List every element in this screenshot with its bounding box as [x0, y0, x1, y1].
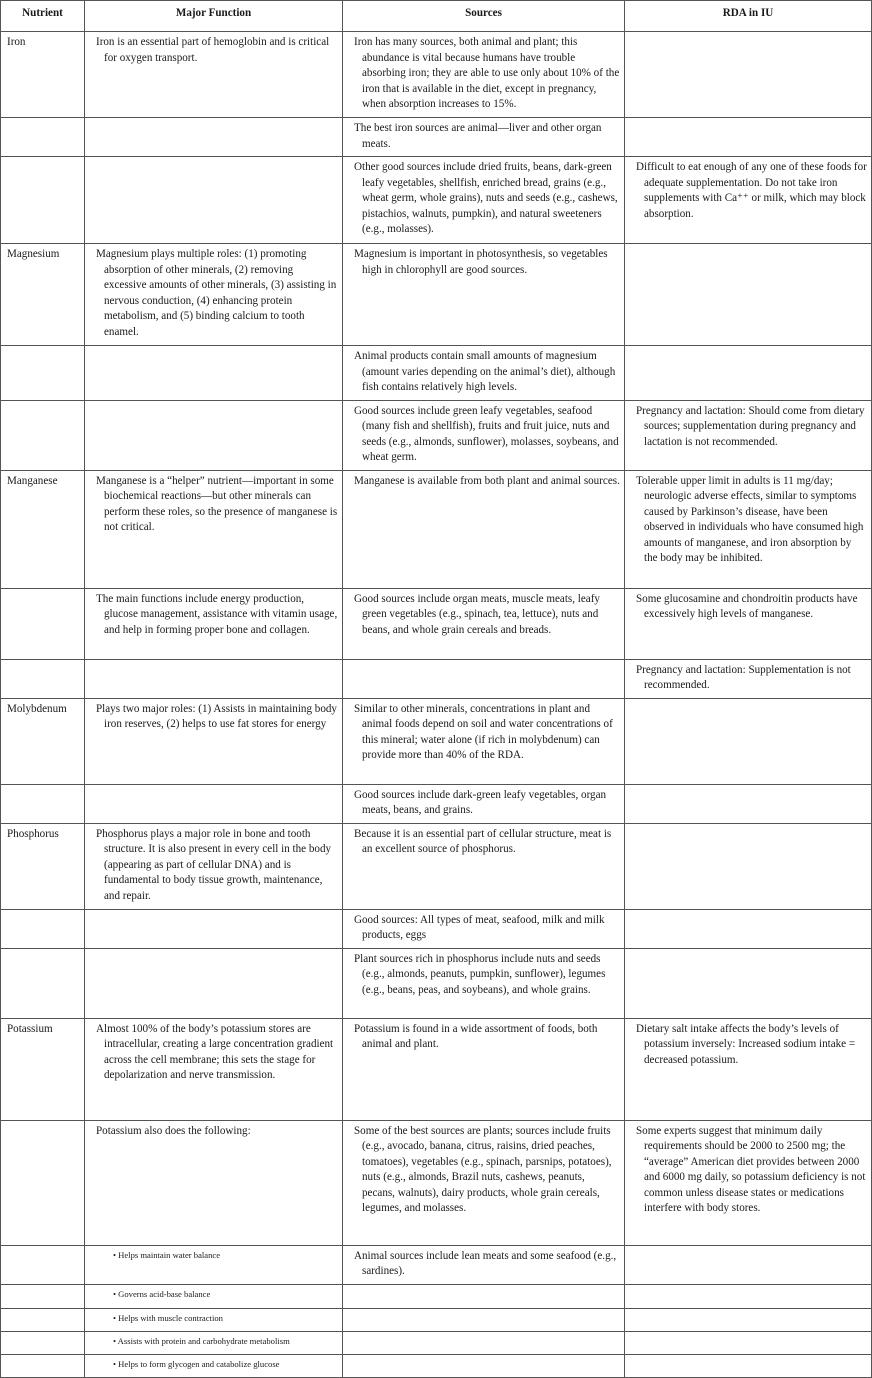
- major-function-cell: [85, 1331, 343, 1354]
- sources-cell-text: Other good sources include dried fruits, beans, dark-green leafy vegetables, shellfish, enriched bread, grains (e.g., wheat germ, whole grains), nuts and seeds (e.g., cashews, pistachios, walnuts, pumpkin), and natural sweeteners (e.g., molasses).: [354, 161, 618, 235]
- table-row: [1, 32, 872, 118]
- nutrient-cell: [1, 1354, 85, 1377]
- sources-cell: [343, 1354, 625, 1377]
- nutrient-cell: [1, 588, 85, 659]
- nutrient-cell-text: Phosphorus: [7, 827, 59, 840]
- nutrient-cell: [1, 400, 85, 470]
- major-function-cell-text: Plays two major roles: (1) Assists in maintaining body iron reserves, (2) helps to use fat stores for energy: [96, 702, 337, 730]
- major-function-cell-text: • Governs acid-base balance: [113, 1288, 211, 1299]
- nutrient-cell: [1, 948, 85, 1018]
- major-function-cell-text: • Assists with protein and carbohydrate metabolism: [113, 1335, 290, 1346]
- nutrient-cell: [1, 784, 85, 823]
- major-function-cell-text: Phosphorus plays a major role in bone and tooth structure. It is also present in every cell in the body (appearing as part of cellular DNA) and is fundamental to body tissue growth, maintenance, and repair.: [96, 827, 332, 902]
- nutrient-cell-text: Manganese: [7, 474, 58, 487]
- nutrient-cell: [1, 909, 85, 948]
- sources-cell-text: Similar to other minerals, concentrations in plant and animal foods depend on soil and water concentrations of this mineral; water alone (if rich in molybdenum) can provide more than 40% of the RDA.: [354, 702, 613, 761]
- nutrient-cell: [1, 823, 85, 909]
- table-row: [1, 1354, 872, 1377]
- rda-cell: [625, 470, 872, 588]
- rda-cell-text: Some glucosamine and chondroitin products have excessively high levels of manganese.: [636, 592, 858, 620]
- header-rda: RDA in IU: [625, 1, 872, 32]
- major-function-cell: [85, 1354, 343, 1377]
- table-row: [1, 157, 872, 244]
- rda-cell: [625, 400, 872, 470]
- major-function-cell-text: Almost 100% of the body’s potassium stores are intracellular, creating a large concentration gradient across the cell membrane; this sets the stage for depolarization and nerve transmission.: [96, 1022, 334, 1081]
- sources-cell: [343, 784, 625, 823]
- major-function-cell: [85, 346, 343, 401]
- sources-cell-text: Some of the best sources are plants; sources include fruits (e.g., avocado, banana, citrus, raisins, dried peaches, tomatoes), vegetables (e.g., spinach, parsnips, potatoes), nuts (e.g., almonds, Brazil nuts, cashews, peanuts, pecans, walnuts), dairy products, whole grain cereals, legumes, and molasses.: [354, 1124, 612, 1214]
- rda-cell: [625, 659, 872, 698]
- sources-cell: [343, 400, 625, 470]
- table-row: [1, 118, 872, 157]
- nutrient-cell: [1, 346, 85, 401]
- table-row: [1, 659, 872, 698]
- sources-cell: [343, 244, 625, 346]
- major-function-cell: [85, 400, 343, 470]
- nutrient-cell: [1, 698, 85, 784]
- table-row: [1, 823, 872, 909]
- sources-cell: [343, 588, 625, 659]
- table-row: [1, 948, 872, 1018]
- rda-cell: [625, 32, 872, 118]
- rda-cell: [625, 1331, 872, 1354]
- major-function-cell: [85, 784, 343, 823]
- sources-cell-text: Magnesium is important in photosynthesis, so vegetables high in chlorophyll are good sources.: [354, 248, 608, 276]
- header-nutrient: Nutrient: [1, 1, 85, 32]
- table-row: [1, 698, 872, 784]
- major-function-cell: [85, 823, 343, 909]
- sources-cell-text: Potassium is found in a wide assortment of foods, both animal and plant.: [354, 1022, 598, 1050]
- major-function-cell: [85, 948, 343, 1018]
- sources-cell-text: Good sources include dark-green leafy vegetables, organ meats, beans, and grains.: [354, 788, 607, 816]
- nutrient-cell-text: Iron: [7, 36, 26, 48]
- table-row: [1, 1245, 872, 1284]
- rda-cell: [625, 346, 872, 401]
- major-function-cell-text: Magnesium plays multiple roles: (1) promoting absorption of other minerals, (2) removing excessive amounts of other minerals, (3) assisting in nervous conduction, (4) enhancing protein metabolism, and (5) binding calcium to tooth enamel.: [96, 248, 337, 338]
- major-function-cell-text: Potassium also does the following:: [96, 1124, 251, 1137]
- nutrient-cell: [1, 118, 85, 157]
- sources-cell: [343, 1331, 625, 1354]
- major-function-cell: [85, 32, 343, 118]
- table-row: [1, 1308, 872, 1331]
- header-major-function: Major Function: [85, 1, 343, 32]
- rda-cell: [625, 784, 872, 823]
- table-body: [1, 32, 872, 1378]
- sources-cell: [343, 823, 625, 909]
- major-function-cell: [85, 1120, 343, 1245]
- major-function-cell-text: • Helps with muscle contraction: [113, 1312, 223, 1323]
- rda-cell: [625, 244, 872, 346]
- sources-cell-text: Plant sources rich in phosphorus include nuts and seeds (e.g., almonds, peanuts, pumpkin, sunflower), legumes (e.g., beans, peas, and soybeans), and whole grains.: [354, 952, 606, 996]
- rda-cell-text: Some experts suggest that minimum daily requirements should be 2000 to 2500 mg; the “average” American diet provides between 2000 and 6000 mg daily, so potassium deficiency is not common unless disease states or medications interfere with body stores.: [636, 1124, 866, 1214]
- major-function-cell: [85, 909, 343, 948]
- nutrient-cell: [1, 32, 85, 118]
- table-row: [1, 909, 872, 948]
- nutrient-cell: [1, 157, 85, 244]
- table-row: [1, 1331, 872, 1354]
- sources-cell: [343, 948, 625, 1018]
- sources-cell-text: Good sources include organ meats, muscle meats, leafy green vegetables (e.g., spinach, tea, lettuce), nuts and beans, and whole grain cereals and breads.: [354, 592, 600, 636]
- rda-cell: [625, 1308, 872, 1331]
- nutrient-cell: [1, 1308, 85, 1331]
- sources-cell: [343, 118, 625, 157]
- major-function-cell: [85, 244, 343, 346]
- table-row: [1, 400, 872, 470]
- nutrient-cell: [1, 1018, 85, 1120]
- rda-cell: [625, 948, 872, 1018]
- major-function-cell: [85, 157, 343, 244]
- sources-cell: [343, 1018, 625, 1120]
- rda-cell-text: Dietary salt intake affects the body’s levels of potassium inversely: Increased sodium intake = decreased potassium.: [636, 1022, 856, 1066]
- sources-cell: [343, 698, 625, 784]
- major-function-cell: [85, 588, 343, 659]
- rda-cell: [625, 698, 872, 784]
- table-row: [1, 470, 872, 588]
- nutrient-cell-text: Potassium: [7, 1022, 53, 1035]
- major-function-cell: [85, 1308, 343, 1331]
- rda-cell: [625, 118, 872, 157]
- sources-cell: [343, 470, 625, 588]
- rda-cell: [625, 1245, 872, 1284]
- header-row: [1, 1, 872, 32]
- sources-cell-text: Manganese is available from both plant and animal sources.: [354, 474, 620, 487]
- sources-cell: [343, 1284, 625, 1308]
- major-function-cell-text: The main functions include energy production, glucose management, assistance with vitamin usage, and help in forming proper bone and collagen.: [96, 592, 338, 636]
- rda-cell-text: Tolerable upper limit in adults is 11 mg/day; neurologic adverse effects, similar to symptoms caused by Parkinson’s disease, have been observed in individuals who have consumed high amounts of manganese, and iron absorption by the body may be inhibited.: [636, 474, 864, 564]
- major-function-cell-text: • Helps maintain water balance: [113, 1249, 221, 1260]
- major-function-cell: [85, 659, 343, 698]
- rda-cell: [625, 1284, 872, 1308]
- sources-cell: [343, 659, 625, 698]
- major-function-cell: [85, 698, 343, 784]
- nutrient-cell: [1, 470, 85, 588]
- sources-cell: [343, 1120, 625, 1245]
- rda-cell: [625, 588, 872, 659]
- major-function-cell: [85, 470, 343, 588]
- rda-cell-text: Pregnancy and lactation: Should come from dietary sources; supplementation during pregnancy and lactation is not recommended.: [636, 404, 865, 448]
- nutrient-cell: [1, 1120, 85, 1245]
- major-function-cell-text: Iron is an essential part of hemoglobin and is critical for oxygen transport.: [96, 36, 330, 64]
- nutrient-cell-text: Molybdenum: [7, 702, 67, 715]
- sources-cell: [343, 1245, 625, 1284]
- major-function-cell-text: • Helps to form glycogen and catabolize glucose: [113, 1358, 280, 1369]
- sources-cell: [343, 32, 625, 118]
- rda-cell: [625, 823, 872, 909]
- table-row: [1, 784, 872, 823]
- major-function-cell: [85, 1018, 343, 1120]
- rda-cell: [625, 157, 872, 244]
- major-function-cell: [85, 1245, 343, 1284]
- table-row: [1, 1120, 872, 1245]
- nutrient-cell: [1, 659, 85, 698]
- sources-cell-text: Iron has many sources, both animal and plant; this abundance is vital because humans have trouble absorbing iron; they are able to use only about 10% of the iron that is available in the diet, except in pregnancy, when absorption increases to 15%.: [354, 36, 620, 110]
- sources-cell: [343, 157, 625, 244]
- sources-cell-text: Animal sources include lean meats and some seafood (e.g., sardines).: [354, 1249, 617, 1277]
- nutrient-cell: [1, 1284, 85, 1308]
- rda-cell-text: Pregnancy and lactation: Supplementation is not recommended.: [636, 663, 851, 691]
- table-row: [1, 244, 872, 346]
- sources-cell-text: Animal products contain small amounts of magnesium (amount varies depending on the animal’s diet), although fish contains relatively high levels.: [354, 350, 616, 393]
- nutrient-cell: [1, 1331, 85, 1354]
- sources-cell-text: Good sources include green leafy vegetables, seafood (many fish and shellfish), fruits and fruit juice, nuts and seeds (e.g., almonds, sunflower), molasses, soybeans, and wheat germ.: [354, 404, 619, 463]
- table-row: [1, 1284, 872, 1308]
- sources-cell: [343, 1308, 625, 1331]
- sources-cell-text: Because it is an essential part of cellular structure, meat is an excellent source of phosphorus.: [354, 827, 612, 855]
- sources-cell: [343, 909, 625, 948]
- rda-cell: [625, 1018, 872, 1120]
- table-row: [1, 346, 872, 401]
- major-function-cell: [85, 118, 343, 157]
- sources-cell-text: Good sources: All types of meat, seafood, milk and milk products, eggs: [354, 913, 605, 941]
- major-function-cell-text: Manganese is a “helper” nutrient—important in some biochemical reactions—but other minerals can perform these roles, so the presence of manganese is not critical.: [96, 474, 338, 533]
- rda-cell: [625, 909, 872, 948]
- major-function-cell: [85, 1284, 343, 1308]
- table-row: [1, 588, 872, 659]
- sources-cell: [343, 346, 625, 401]
- sources-cell-text: The best iron sources are animal—liver and other organ meats.: [354, 122, 602, 150]
- rda-cell: [625, 1354, 872, 1377]
- rda-cell: [625, 1120, 872, 1245]
- nutrient-cell: [1, 244, 85, 346]
- header-sources: Sources: [343, 1, 625, 32]
- nutrient-cell: [1, 1245, 85, 1284]
- rda-cell-text: Difficult to eat enough of any one of these foods for adequate supplementation. Do not take iron supplements with Ca⁺⁺ or milk, which may block absorption.: [636, 161, 867, 220]
- table-row: [1, 1018, 872, 1120]
- nutrient-cell-text: Magnesium: [7, 248, 60, 260]
